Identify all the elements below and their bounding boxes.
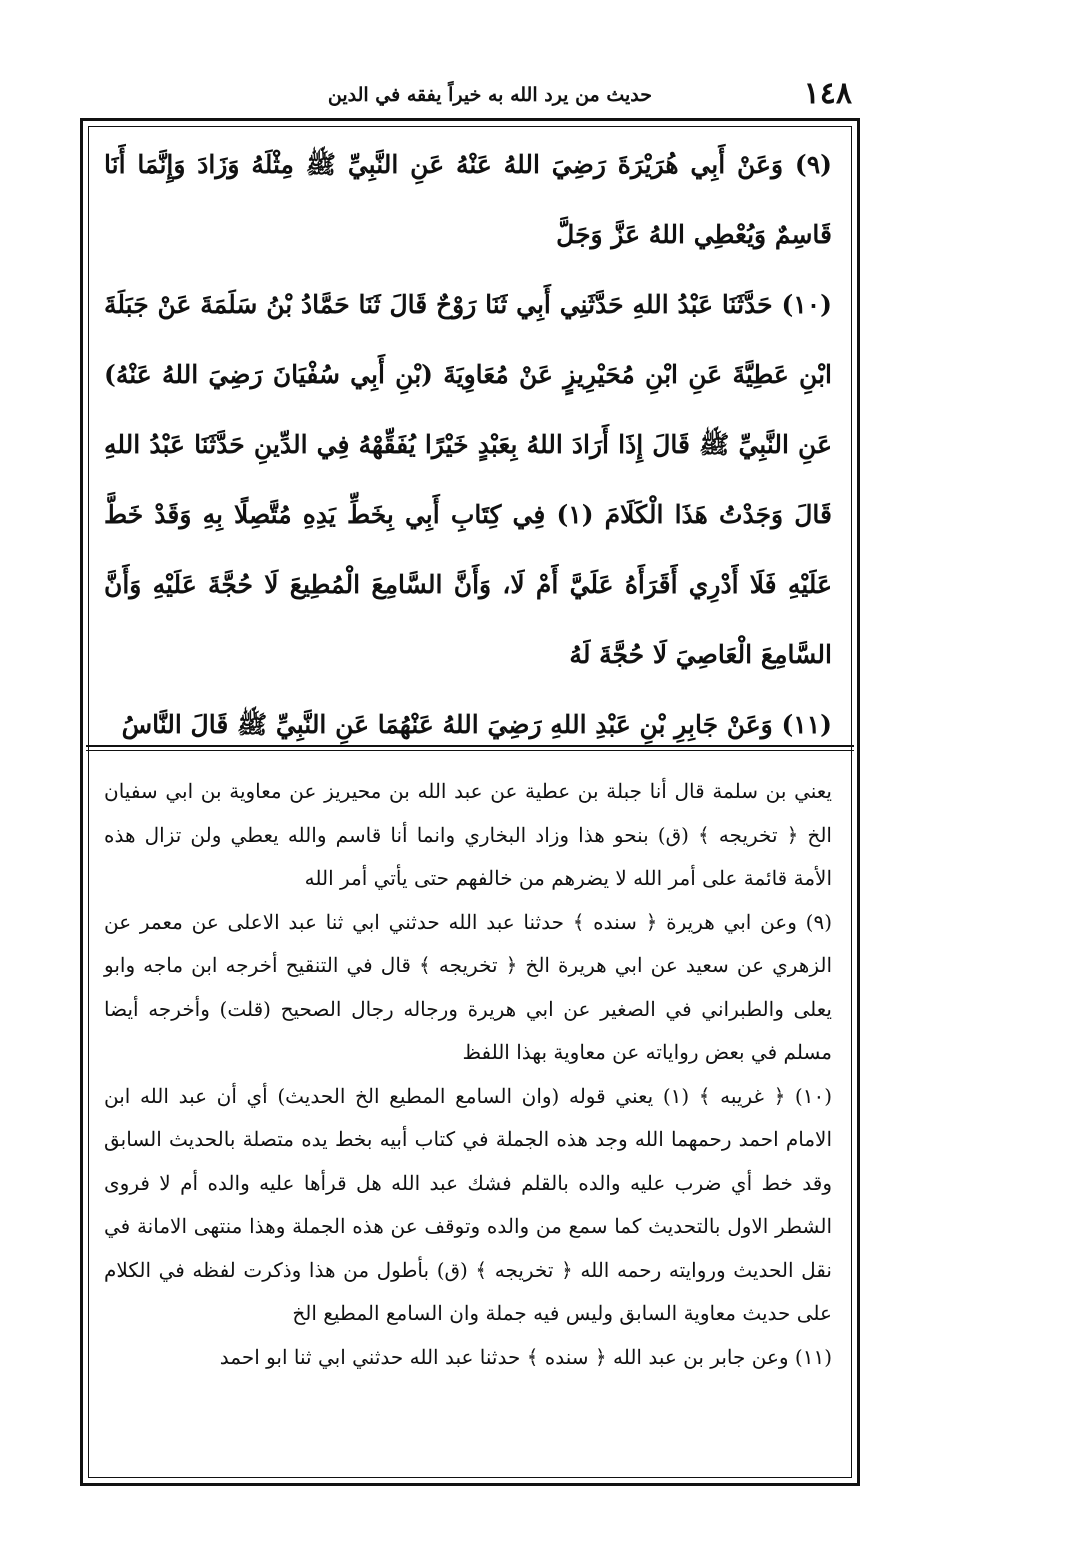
commentary-paragraph: (١٠) ﴿ غريبه ﴾ (١) يعني قوله (وان السامع المطيع الخ الحديث) أي أن عبد الله ابن الامام احمد رحمهما الله وجد هذه الجملة في كتاب أبيه بخط يده متصلة بالحديث السابق وقد خط أي ضرب عليه والده بالقلم فشك عبد الله هل قرأها عليه والده أم لا فروى الشطر الاول بالتحديث كما سمع من والده وتوقف عن هذه الجملة وهذا منتهى الامانة في نقل الحديث وروايته رحمه الله ﴿ تخريجه ﴾ (ق) بأطول من هذا وذكرت لفظه في الكلام على حديث معاوية السابق وليس فيه جملة وان السامع المطيع الخ xyxy=(104,1083,833,1325)
commentary-paragraph: يعني بن سلمة قال أنا جبلة بن عطية عن عبد الله بن محيريز عن معاوية بن ابي سفيان الخ ﴿ تخريجه ﴾ (ق) بنحو هذا وزاد البخاري وانما أنا قاسم والله يعطي ولن تزال هذه الأمة قائمة على أمر الله لا يضرهم من خالفهم حتى يأتي أمر الله xyxy=(104,779,832,890)
page-header xyxy=(92,76,852,118)
section-divider xyxy=(86,745,854,751)
commentary-block xyxy=(104,770,832,1379)
hadith-paragraph: (١١) وَعَنْ جَابِرِ بْنِ عَبْدِ اللهِ رَضِيَ اللهُ عَنْهُمَا عَنِ النَّبِيِّ ﷺ قَالَ النَّاسُ xyxy=(121,710,832,739)
page-number: ١٤٨ xyxy=(803,76,852,111)
commentary-paragraph: (١١) وعن جابر بن عبد الله ﴿ سنده ﴾ حدثنا عبد الله حدثني ابي ثنا ابو احمد xyxy=(219,1344,832,1369)
running-title: حديث من يرد الله به خيراً يفقه في الدين xyxy=(327,84,652,106)
hadith-paragraph: (٩) وَعَنْ أَبِي هُرَيْرَةَ رَضِيَ اللهُ عَنْهُ عَنِ النَّبِيِّ ﷺ مِثْلَهُ وَزَادَ وَإِنَّمَا أَنَا قَاسِمٌ وَيُعْطِي اللهُ عَزَّ وَجَلَّ xyxy=(104,150,832,249)
hadith-text-block xyxy=(104,130,832,760)
commentary-paragraph: (٩) وعن ابي هريرة ﴿ سنده ﴾ حدثنا عبد الله حدثني ابي ثنا عبد الاعلى عن معمر عن الزهري عن سعيد عن ابي هريرة الخ ﴿ تخريجه ﴾ قال في التنقيح أخرجه ابن ماجه وابو يعلى والطبراني في الصغير عن ابي هريرة ورجاله رجال الصحيح (قلت) وأخرجه أيضا مسلم في بعض رواياته عن معاوية بهذا اللفظ xyxy=(104,909,832,1064)
hadith-paragraph: (١٠) حَدَّثَنَا عَبْدُ اللهِ حَدَّثَنِي أَبِي ثَنَا رَوْحٌ قَالَ ثَنَا حَمَّادُ بْنُ سَلَمَةَ عَنْ جَبَلَةَ ابْنِ عَطِيَّةَ عَنِ ابْنِ مُحَيْرِيزٍ عَنْ مُعَاوِيَةَ (بْنِ أَبِي سُفْيَانَ رَضِيَ اللهُ عَنْهُ) عَنِ النَّبِيِّ ﷺ قَالَ إِذَا أَرَادَ اللهُ بِعَبْدٍ خَيْرًا يُفَقِّهْهُ فِي الدِّينِ حَدَّثَنَا عَبْدُ اللهِ قَالَ وَجَدْتُ هَذَا الْكَلَامَ (١) فِي كِتَابِ أَبِي بِخَطِّ يَدِهِ مُتَّصِلًا بِهِ وَقَدْ خَطَّ عَلَيْهِ فَلَا أَدْرِي أَقَرَأَهُ عَلَيَّ أَمْ لَا، وَأَنَّ السَّامِعَ الْمُطِيعَ لَا حُجَّةَ عَلَيْهِ وَأَنَّ السَّامِعَ الْعَاصِيَ لَا حُجَّةَ لَهُ xyxy=(104,290,832,669)
